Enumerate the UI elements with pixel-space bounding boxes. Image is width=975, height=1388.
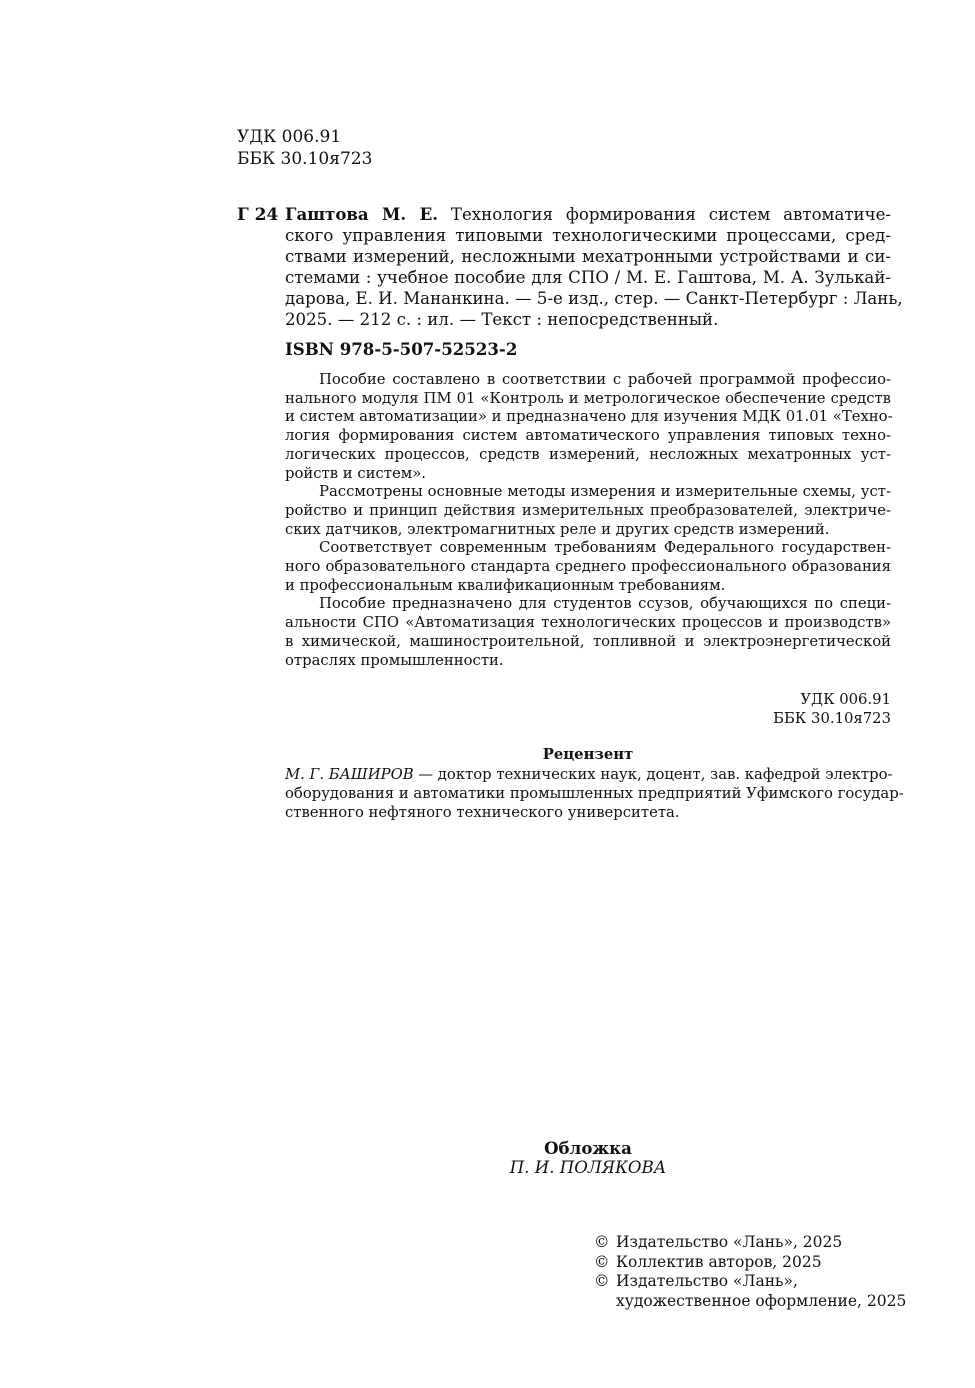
copyright-line: © Издательство «Лань», 2025 bbox=[594, 1233, 843, 1251]
reviewer-name: М. Г. БАШИРОВ bbox=[285, 766, 414, 783]
reviewer-line-2: оборудования и автоматики промышленных предприятий Уфимского государ- bbox=[285, 785, 904, 802]
annotation-line: логия формирования систем автоматического управления типовых техно- bbox=[285, 427, 891, 445]
copyright-block bbox=[594, 1233, 906, 1311]
reviewer-line-3: ственного нефтяного технического университета. bbox=[285, 804, 680, 821]
bib-line-1: Гаштова М. Е. Технология формирования систем автоматиче- bbox=[285, 204, 891, 224]
bbk-code: ББК 30.10я723 bbox=[237, 149, 373, 169]
annotation-line: ройств и систем». bbox=[285, 464, 426, 482]
bibliographic-record bbox=[285, 204, 903, 330]
reviewer-line-1: М. Г. БАШИРОВ — доктор технических наук, доцент, зав. кафедрой электро- bbox=[285, 766, 893, 783]
udk-code: УДК 006.91 bbox=[237, 127, 342, 147]
bib-line-4: стемами : учебное пособие для СПО / М. Е. Гаштова, М. А. Зулькай- bbox=[285, 268, 891, 287]
annotation-line: нального модуля ПМ 01 «Контроль и метрологическое обеспечение средств bbox=[285, 389, 891, 407]
cover-heading: Обложка bbox=[544, 1138, 632, 1158]
bib-line-3: ствами измерений, несложными мехатронными устройствами и си- bbox=[285, 247, 891, 266]
copyright-symbol: © bbox=[594, 1233, 610, 1251]
annotation-line: ских датчиков, электромагнитных реле и других средств измерений. bbox=[285, 520, 830, 538]
annotation-line: Соответствует современным требованиям Федерального государствен- bbox=[319, 539, 891, 557]
annotation-line: логических процессов, средств измерений, несложных мехатронных уст- bbox=[285, 445, 891, 463]
annotation-line: ного образовательного стандарта среднего профессионального образования bbox=[285, 558, 891, 576]
bib-author: Гаштова М. Е. bbox=[285, 204, 439, 224]
copyright-symbol: © bbox=[594, 1272, 610, 1290]
annotation-line: в химической, машиностроительной, топливной и электроэнергетической bbox=[285, 632, 891, 650]
author-sign: Г 24 bbox=[237, 205, 279, 225]
cover-designer: П. И. ПОЛЯКОВА bbox=[509, 1158, 667, 1177]
isbn: ISBN 978-5-507-52523-2 bbox=[285, 339, 518, 359]
annotation-line: ройство и принцип действия измерительных преобразователей, электриче- bbox=[285, 501, 891, 519]
annotation-line: альности СПО «Автоматизация технологических процессов и производств» bbox=[285, 614, 891, 632]
udk-code-bottom: УДК 006.91 bbox=[800, 691, 891, 708]
bib-line-6: 2025. — 212 с. : ил. — Текст : непосредственный. bbox=[285, 310, 719, 329]
annotation-line: Пособие предназначено для студентов ссузов, обучающихся по специ- bbox=[319, 595, 891, 613]
annotation-line: и профессиональным квалификационным требованиям. bbox=[285, 576, 726, 594]
bib-line-5: дарова, Е. И. Мананкина. — 5-е изд., стер. — Санкт-Петербург : Лань, bbox=[285, 289, 903, 308]
udk-bbk-top bbox=[237, 126, 372, 170]
annotation bbox=[285, 371, 891, 670]
copyright-symbol: © bbox=[594, 1252, 610, 1271]
udk-bbk-bottom bbox=[700, 690, 891, 728]
annotation-line: Рассмотрены основные методы измерения и измерительные схемы, уст- bbox=[319, 483, 891, 501]
copyright-line: © Издательство «Лань», bbox=[594, 1272, 798, 1290]
annotation-line: Пособие составлено в соответствии с рабочей программой профессио- bbox=[319, 371, 891, 388]
bib-line-2: ского управления типовыми технологическими процессами, сред- bbox=[285, 226, 891, 245]
bbk-code-bottom: ББК 30.10я723 bbox=[773, 710, 891, 727]
annotation-line: отраслях промышленности. bbox=[285, 651, 504, 669]
copyright-line: художественное оформление, 2025 bbox=[616, 1291, 907, 1310]
reviewer-heading: Рецензент bbox=[542, 746, 634, 763]
reviewer-block bbox=[285, 765, 904, 822]
copyright-line: © Коллектив авторов, 2025 bbox=[594, 1252, 822, 1271]
annotation-line: и систем автоматизации» и предназначено для изучения МДК 01.01 «Техно- bbox=[285, 408, 893, 426]
